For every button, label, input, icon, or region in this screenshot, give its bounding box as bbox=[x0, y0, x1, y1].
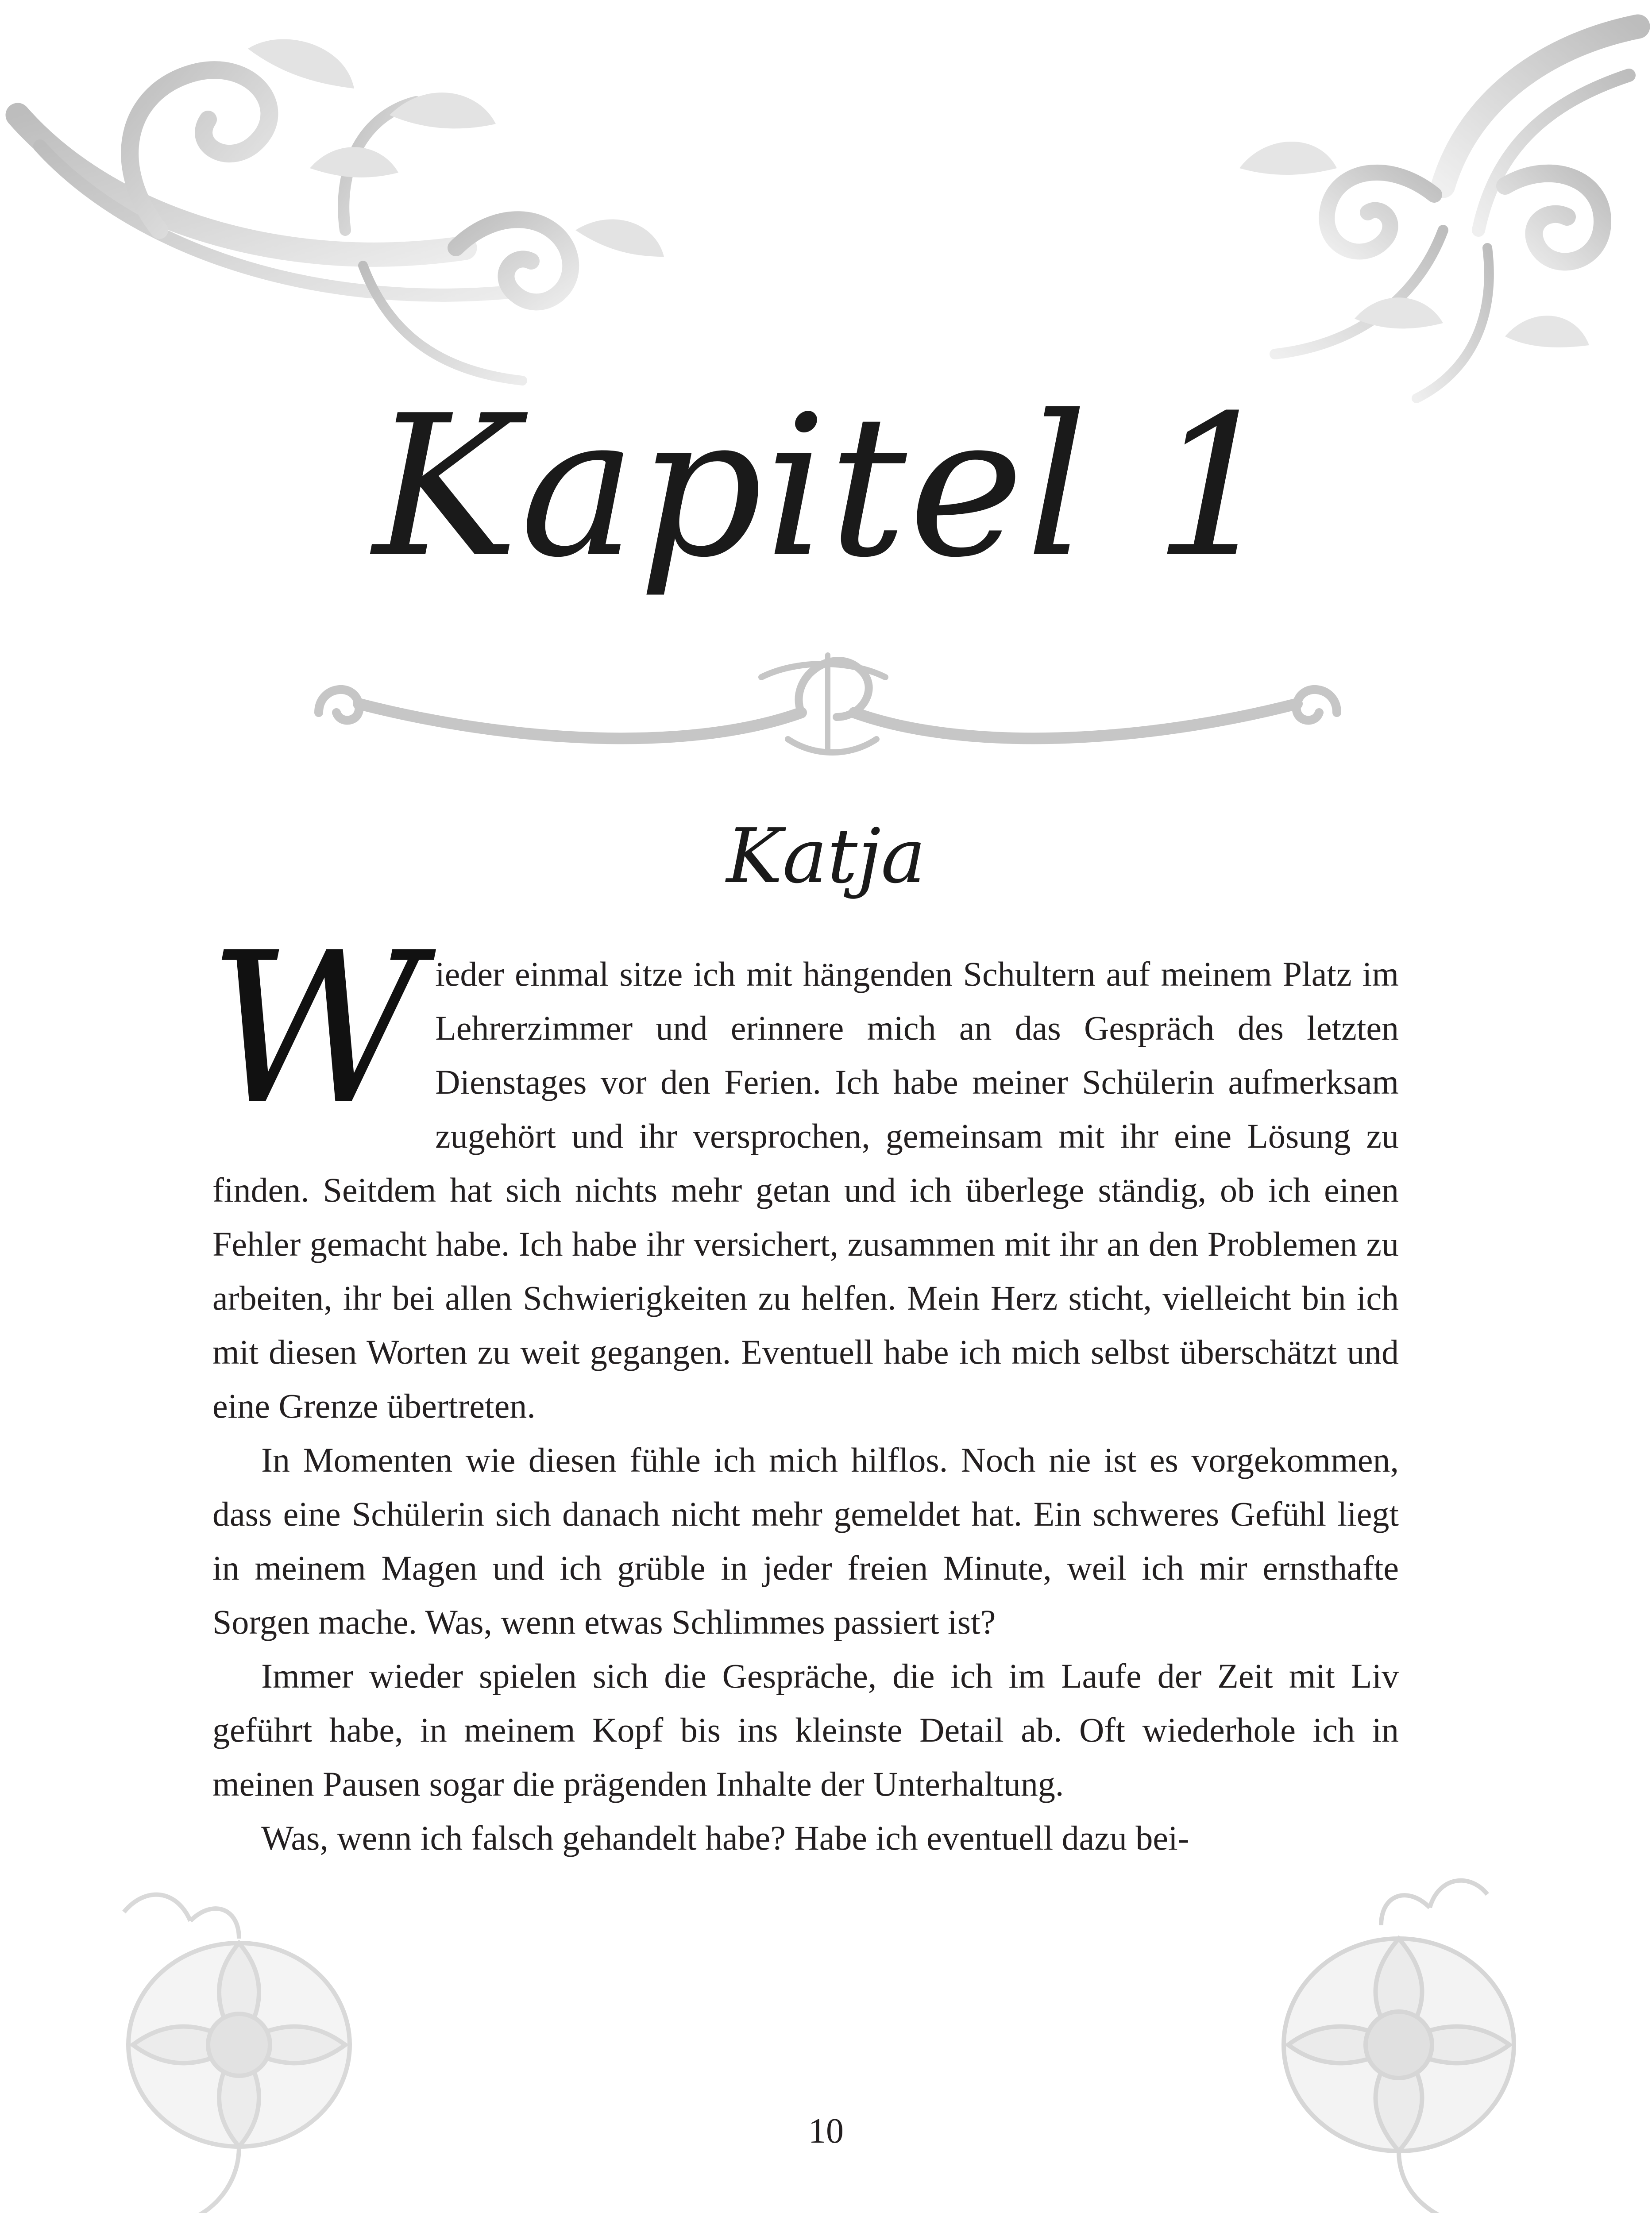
page-number: 10 bbox=[808, 2112, 844, 2151]
first-paragraph-text: ieder einmal sitze ich mit hängenden Schultern auf meinem Platz im Lehrerzimmer und erinnere mich an das Gespräch des letzten Dienstages vor den Ferien. Ich habe meiner Schülerin aufmerksam zugehört und ihr versprochen, gemeinsam mit ihr eine Lösung zu finden. Seitdem hat sich nichts mehr getan und ich überlege ständig, ob ich einen Fehler gemacht habe. Ich habe ihr versichert, zusammen mit ihr an den Problemen zu arbeiten, ihr bei allen Schwierigkeiten zu helfen. Mein Herz sticht, vielleicht bin ich mit diesen Worten zu weit gegangen. Eventuell habe ich mich selbst überschätzt und eine Grenze übertreten. bbox=[212, 955, 1399, 1425]
paragraph: In Momenten wie diesen fühle ich mich hilflos. Noch nie ist es vorgekommen, dass eine Schülerin sich danach nicht mehr gemeldet hat. Ein schweres Gefühl liegt in meinem Magen und ich grüble in jeder freien Minute, weil ich mir ernsthafte Sorgen mache. Was, wenn etwas Schlimmes passiert ist? bbox=[212, 1441, 1399, 1641]
paragraph: Was, wenn ich falsch gehandelt habe? Habe ich eventuell dazu bei- bbox=[261, 1819, 1189, 1857]
chapter-character-name: Katja bbox=[726, 813, 926, 900]
flower-bottom-left bbox=[80, 1859, 398, 2213]
title-divider-ornament bbox=[292, 628, 1363, 770]
paragraph: Immer wieder spielen sich die Gespräche, die ich im Laufe der Zeit mit Liv geführt habe, in meinem Kopf bis ins kleinste Detail ab. Oft wiederhole ich in meinen Pausen sogar die prägenden Inhalte der Unterhaltung. bbox=[212, 1657, 1399, 1803]
drop-cap: W bbox=[208, 908, 422, 1150]
paragraph-first bbox=[208, 908, 1399, 1433]
flourish-top-left bbox=[0, 0, 708, 398]
chapter-body-text bbox=[208, 908, 1399, 1865]
chapter-title: Kapitel 1 bbox=[373, 374, 1279, 600]
flower-bottom-right bbox=[1239, 1850, 1558, 2213]
flourish-top-right bbox=[1107, 0, 1652, 434]
